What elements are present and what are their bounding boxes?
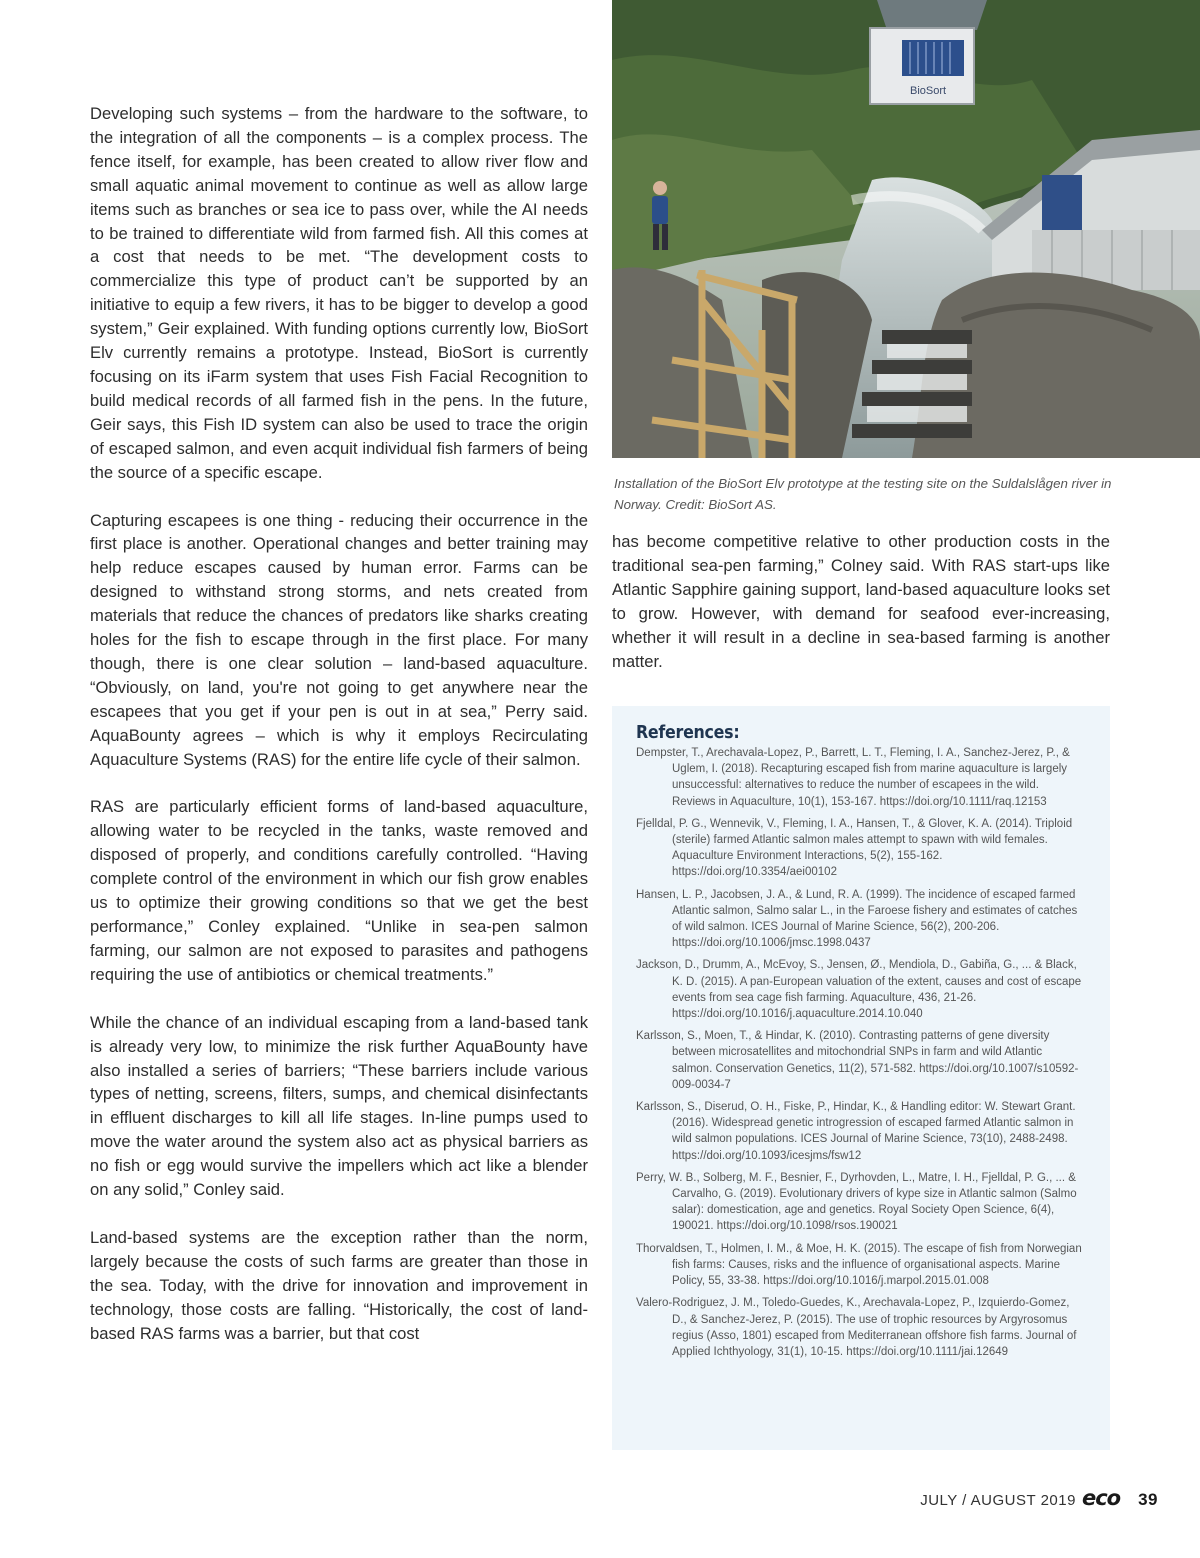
body-paragraph: While the chance of an individual escaping from a land-based tank is already very low, to minimize the risk further AquaBounty have also installed a series of barriers; “These barriers include various types of netting, screens, filters, sumps, and chemical disinfectants in effluent discharges to kill all life stages. In-line pumps used to move the water around the system also act as physical barriers as no fish or egg would survive the impellers which act like a blender on any solid,” Conley said. (90, 1012, 588, 1200)
article-photo (612, 0, 1200, 458)
body-paragraph: Capturing escapees is one thing - reducing their occurrence in the first place is another. Operational changes and better training may help reduce escapes caused by human error. Farms can be designed to withstand strong storms, and nets created from materials that reduce the chances of predators like sharks creating holes for the fish to escape through in the first place. For many though, there is one clear solution – land-based aquaculture. “Obviously, on land, you're not going to get anywhere near the escapees that you get if your pen is out in at sea,” Perry said. AquaBounty agrees – which is why it employs Recirculating Aquaculture Systems (RAS) for the entire life cycle of their salmon. (90, 510, 588, 769)
issue-date: JULY / AUGUST 2019 (920, 1492, 1076, 1509)
page-number: 39 (1138, 1490, 1158, 1509)
reference-item: Jackson, D., Drumm, A., McEvoy, S., Jensen, Ø., Mendiola, D., Gabiña, G., ... & Black, K. D. (2015). A pan-European valuation of the extent, causes and cost of escape events from sea cage fish farming. Aquaculture, 436, 21-26. https://doi.org/10.1016/j.aquaculture.2014.10.040 (636, 959, 1082, 1021)
body-paragraph: RAS are particularly efficient forms of land-based aquaculture, allowing water to be recycled in the tanks, waste removed and disposed of properly, and conditions carefully controlled. “Having complete control of the environment in which our fish grow enables us to optimize their growing conditions so that we get the best performance,” Conley explained. “Unlike in sea-pen salmon farming, our salmon are not exposed to parasites and pathogens requiring the use of antibiotics or chemical treatments.” (90, 797, 588, 984)
reference-item: Karlsson, S., Moen, T., & Hindar, K. (2010). Contrasting patterns of gene diversity between microsatellites and mitochondrial SNPs in farm and wild Atlantic salmon. Conservation Genetics, 11(2), 571-582. https://doi.org/10.1007/s10592-009-0034-7 (636, 1030, 1079, 1091)
reference-item: Valero-Rodriguez, J. M., Toledo-Guedes, K., Arechavala-Lopez, P., Izquierdo-Gomez, D., & Sanchez-Jerez, P. (2015). The use of trophic resources by Argyrosomus regius (Asso, 1801) escaped from Mediterranean offshore fish farms. Journal of Applied Ichthyology, 31(1), 10-15. https://doi.org/10.1111/jai.12649 (636, 1297, 1077, 1358)
body-paragraph: Land-based systems are the exception rather than the norm, largely because the costs of such farms are greater than those in the sea. Today, with the drive for innovation and improvement in technology, those costs are falling. “Historically, the cost of land-based RAS farms was a barrier, but that cost (90, 1227, 588, 1343)
body-paragraph: Developing such systems – from the hardware to the software, to the integration of all the components – is a complex process. The fence itself, for example, has been created to allow river flow and small aquatic animal movement to continue as well as allow large items such as branches or sea ice to pass over, while the AI needs to be trained to differentiate wild from farmed fish. All this comes at a cost that needs to be met. “The development costs to commercialize this type of product can’t be supported by an initiative to equip a few rivers, it has to be bigger to develop a good system,” Geir explained. With funding options currently low, BioSort Elv currently remains a prototype. Instead, BioSort is currently focusing on its iFarm system that uses Fish Facial Recognition to build medical records of all farmed fish in the pens. In the future, Geir says, this Fish ID system can also be used to trace the origin of escaped salmon, and even acquit individual fish farmers of being the source of a specific escape. (90, 104, 588, 482)
reference-item: Hansen, L. P., Jacobsen, J. A., & Lund, R. A. (1999). The incidence of escaped farmed Atlantic salmon, Salmo salar L., in the Faroese fishery and estimates of catches of wild salmon. ICES Journal of Marine Science, 56(2), 200-206. https://doi.org/10.1006/jmsc.1998.0437 (636, 888, 1078, 950)
references-title: References: (636, 722, 740, 743)
river-installation-illustration (612, 0, 1200, 458)
reference-item: Karlsson, S., Diserud, O. H., Fiske, P., Hindar, K., & Handling editor: W. Stewart Grant. (2016). Widespread genetic introgression of escaped farmed Atlantic salmon in wild salmon populations. ICES Journal of Marine Science, 73(10), 2488-2498. https://doi.org/10.1093/icesjms/fsw12 (636, 1101, 1076, 1162)
reference-item: Dempster, T., Arechavala-Lopez, P., Barrett, L. T., Fleming, I. A., Sanchez-Jerez, P., & Uglem, I. (2018). Recapturing escaped fish from marine aquaculture is largely unsuccessful: alternatives to reduce the number of escapees in the wild. Reviews in Aquaculture, 10(1), 153-167. https://doi.org/10.1111/raq.12153 (636, 747, 1070, 808)
page-footer (920, 1486, 1158, 1510)
magazine-logo: eco (1081, 1486, 1121, 1510)
reference-item: Perry, W. B., Solberg, M. F., Besnier, F., Dyrhovden, L., Matre, I. H., Fjelldal, P. G., ... & Carvalho, G. (2019). Evolutionary drivers of kype size in Atlantic salmon (Salmo salar): domestication, age and genetics. Royal Society Open Science, 6(4), 190021. https://doi.org/10.1098/rsos.190021 (636, 1171, 1077, 1233)
references-box (612, 706, 1110, 1450)
right-column (612, 530, 1110, 697)
reference-item: Thorvaldsen, T., Holmen, I. M., & Moe, H. K. (2015). The escape of fish from Norwegian fish farms: Causes, risks and the influence of organisational aspects. Marine Policy, 55, 33-38. https://doi.org/10.1016/j.marpol.2015.01.008 (636, 1242, 1082, 1288)
photo-caption: Installation of the BioSort Elv prototype at the testing site on the Suldalslågen river in Norway. Credit: BioSort AS. (614, 476, 1112, 512)
box-label: BioSort (910, 85, 947, 97)
reference-item: Fjelldal, P. G., Wennevik, V., Fleming, I. A., Hansen, T., & Glover, K. A. (2014). Triploid (sterile) farmed Atlantic salmon males attempt to spawn with wild females. Aquaculture Environment Interactions, 5(2), 155-162. https://doi.org/10.3354/aei00102 (636, 817, 1073, 879)
body-paragraph: has become competitive relative to other production costs in the traditional sea-pen farming,” Colney said. With RAS start-ups like Atlantic Sapphire gaining support, land-based aquaculture looks set to grow. However, with demand for seafood ever-increasing, whether it will result in a decline in sea-based farming is another matter. (612, 532, 1110, 671)
left-column (90, 102, 588, 1370)
